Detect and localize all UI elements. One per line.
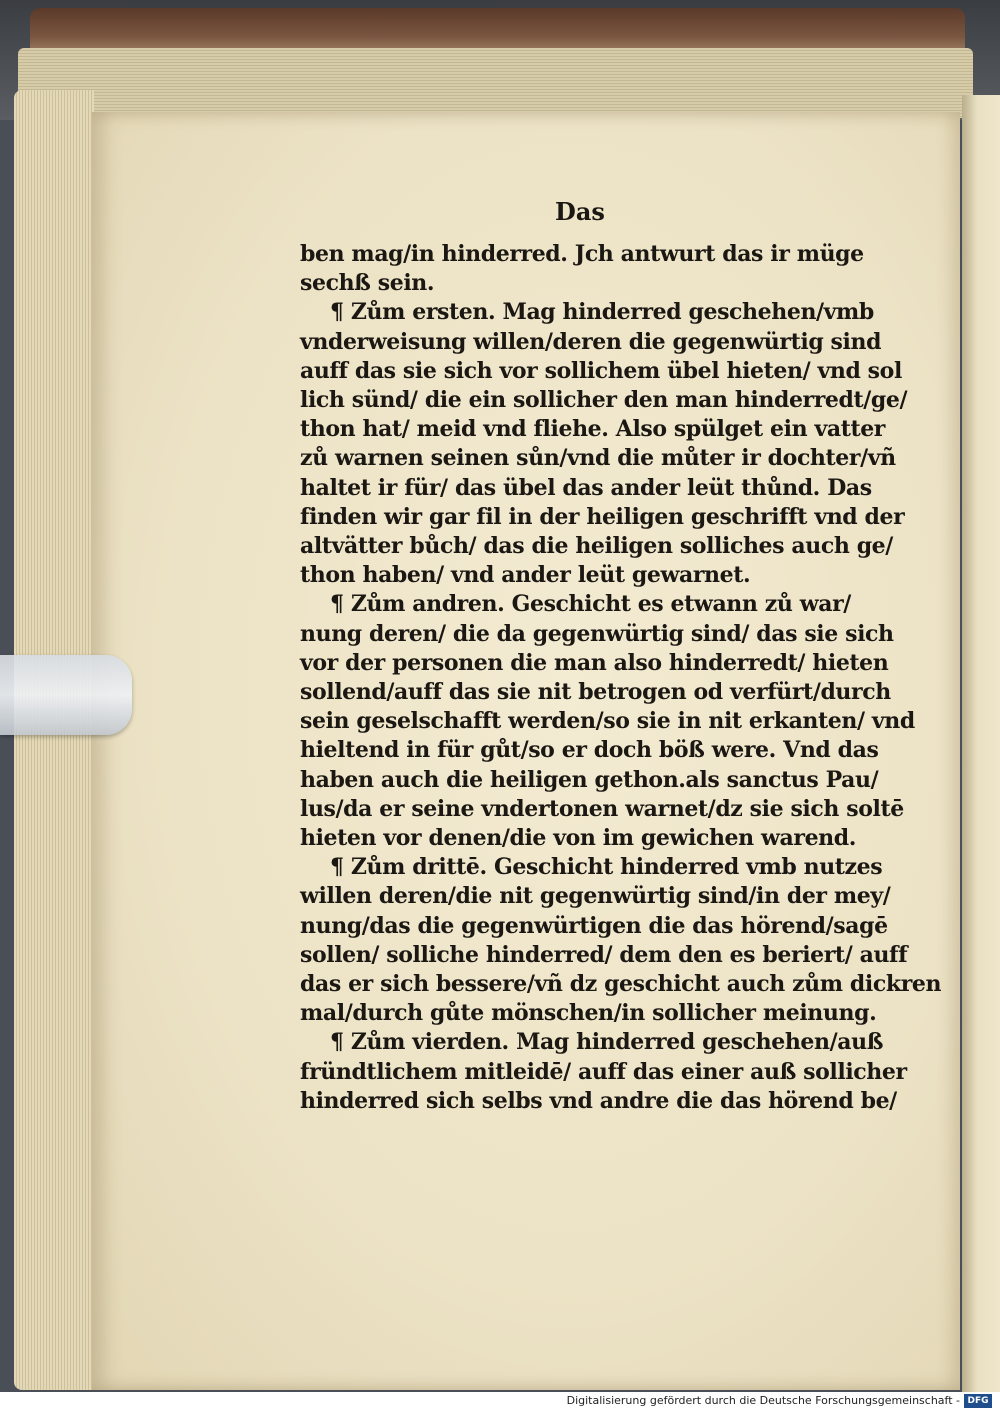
text-line: altvätter bůch/ das die heiligen solliches auch ge/ <box>300 533 893 560</box>
text-line: hieten vor denen/die von im gewichen warend. <box>300 825 857 852</box>
text-line: lus/da er seine vndertonen warnet/dz sie sich soltē <box>300 795 904 822</box>
text-line: ¶ Zům ersten. Mag hinderred geschehen/vmb <box>330 299 874 326</box>
text-line: sein geselschafft werden/so sie in nit erkanten/ vnd <box>300 708 915 735</box>
text-line: mal/durch gůte mönschen/in sollicher meinung. <box>300 1000 877 1027</box>
text-line: thon haben/ vnd ander leüt gewarnet. <box>300 562 751 589</box>
text-line: auff das sie sich vor sollichem übel hieten/ vnd sol <box>300 357 902 384</box>
text-line: ¶ Zům drittē. Geschicht hinderred vmb nutzes <box>330 854 883 881</box>
text-line: das er sich bessere/vñ dz geschicht auch zům dickren <box>300 971 942 998</box>
text-line: vor der personen die man also hinderredt/ hieten <box>300 649 889 676</box>
text-line: fründtlichem mitleidē/ auff das einer auß sollicher <box>300 1058 907 1085</box>
text-line: thon hat/ meid vnd fliehe. Also spülget ein vatter <box>300 416 886 443</box>
text-line: nung deren/ die da gegenwürtig sind/ das sie sich <box>300 620 894 647</box>
text-line: nung/das die gegenwürtigen die das hörend/sagē <box>300 912 888 939</box>
text-line: hinderred sich selbs vnd andre die das hörend be/ <box>300 1087 897 1114</box>
page-edges-top <box>18 48 973 118</box>
text-line: sollen/ solliche hinderred/ dem den es beriert/ auff <box>300 941 908 968</box>
text-line: hieltend in für gůt/so er doch böß were. Vnd das <box>300 737 879 764</box>
dfg-credit: Digitalisierung gefördert durch die Deutsche Forschungsgemeinschaft - <box>566 1394 960 1407</box>
facing-page <box>962 95 1000 1392</box>
text-line: ¶ Zům vierden. Mag hinderred geschehen/auß <box>330 1029 884 1056</box>
text-line: vnderweisung willen/deren die gegenwürtig sind <box>300 328 882 355</box>
text-line: sechß sein. <box>300 270 435 297</box>
text-line: ¶ Zům andren. Geschicht es etwann zů war/ <box>330 591 851 618</box>
text-line: sollend/auff das sie nit betrogen od verfürt/durch <box>300 679 891 706</box>
running-head: Das <box>555 197 605 226</box>
text-line: ben mag/in hinderred. Jch antwurt das ir müge <box>300 241 864 267</box>
text-line: willen deren/die nit gegenwürtig sind/in der mey/ <box>300 883 891 910</box>
footer <box>0 1392 1000 1411</box>
text-line: finden wir gar fil in der heiligen geschrifft vnd der <box>300 503 905 530</box>
text-line: haben auch die heiligen gethon.als sanctus Pau/ <box>300 766 879 793</box>
text-line: lich sünd/ die ein sollicher den man hinderredt/ge/ <box>300 387 908 414</box>
page-text <box>300 240 942 1116</box>
dfg-logo-icon: DFG <box>964 1394 992 1408</box>
text-line: haltet ir für/ das übel das ander leüt thůnd. Das <box>300 474 872 501</box>
page-edges-left <box>14 90 94 1390</box>
glass-clamp <box>0 655 132 735</box>
text-line: zů warnen seinen sůn/vnd die můter ir dochter/vñ <box>300 445 896 472</box>
